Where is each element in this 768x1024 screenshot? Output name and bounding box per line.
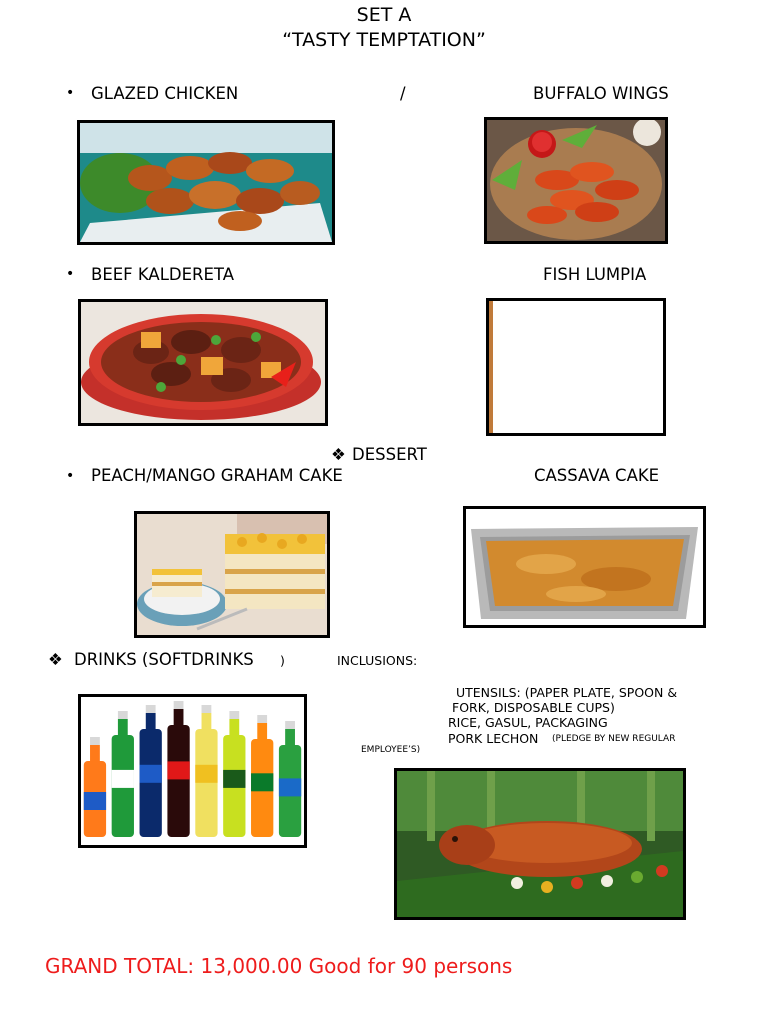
drinks-heading-close: ) xyxy=(280,653,285,668)
inclusion-utensils-line1: UTENSILS: (PAPER PLATE, SPOON & xyxy=(456,685,678,700)
item-fish-lumpia: FISH LUMPIA xyxy=(543,265,647,284)
diamond-icon-drinks: ❖ xyxy=(48,650,63,669)
glazed-chicken-photo xyxy=(77,120,335,245)
item-graham-cake: PEACH/MANGO GRAHAM CAKE xyxy=(91,466,343,485)
diamond-icon: ❖ xyxy=(331,445,346,464)
item-glazed-chicken: GLAZED CHICKEN xyxy=(91,84,239,103)
softdrinks-photo xyxy=(78,694,307,848)
inclusion-lechon: PORK LECHON xyxy=(448,731,539,746)
inclusion-rice: RICE, GASUL, PACKAGING xyxy=(448,715,608,730)
grand-total: GRAND TOTAL: 13,000.00 Good for 90 persons xyxy=(45,954,513,978)
set-title: SET A xyxy=(356,4,412,26)
set-name: “TASTY TEMPTATION” xyxy=(282,29,486,51)
bullet-graham-cake: • xyxy=(66,468,75,484)
inclusion-utensils-line2: FORK, DISPOSABLE CUPS) xyxy=(452,700,615,715)
dessert-heading: DESSERT xyxy=(352,445,427,464)
item-slash-separator: / xyxy=(400,84,406,103)
bullet-glazed-chicken: • xyxy=(66,85,75,101)
pork-lechon-photo xyxy=(394,768,686,920)
beef-kaldereta-photo xyxy=(78,299,328,426)
drinks-heading: DRINKS (SOFTDRINKS xyxy=(74,650,254,669)
inclusion-lechon-note: (PLEDGE BY NEW REGULAR xyxy=(552,734,676,744)
item-cassava-cake: CASSAVA CAKE xyxy=(534,466,660,485)
buffalo-wings-photo xyxy=(484,117,668,244)
bullet-beef-kaldereta: • xyxy=(66,266,75,282)
cassava-cake-photo xyxy=(463,506,706,628)
fish-lumpia-photo xyxy=(486,298,666,436)
item-beef-kaldereta: BEEF KALDERETA xyxy=(91,265,235,284)
inclusions-label: INCLUSIONS: xyxy=(337,653,418,668)
graham-cake-photo xyxy=(134,511,330,638)
item-buffalo-wings: BUFFALO WINGS xyxy=(533,84,669,103)
inclusion-lechon-note-cont: EMPLOYEE’S) xyxy=(361,745,421,755)
